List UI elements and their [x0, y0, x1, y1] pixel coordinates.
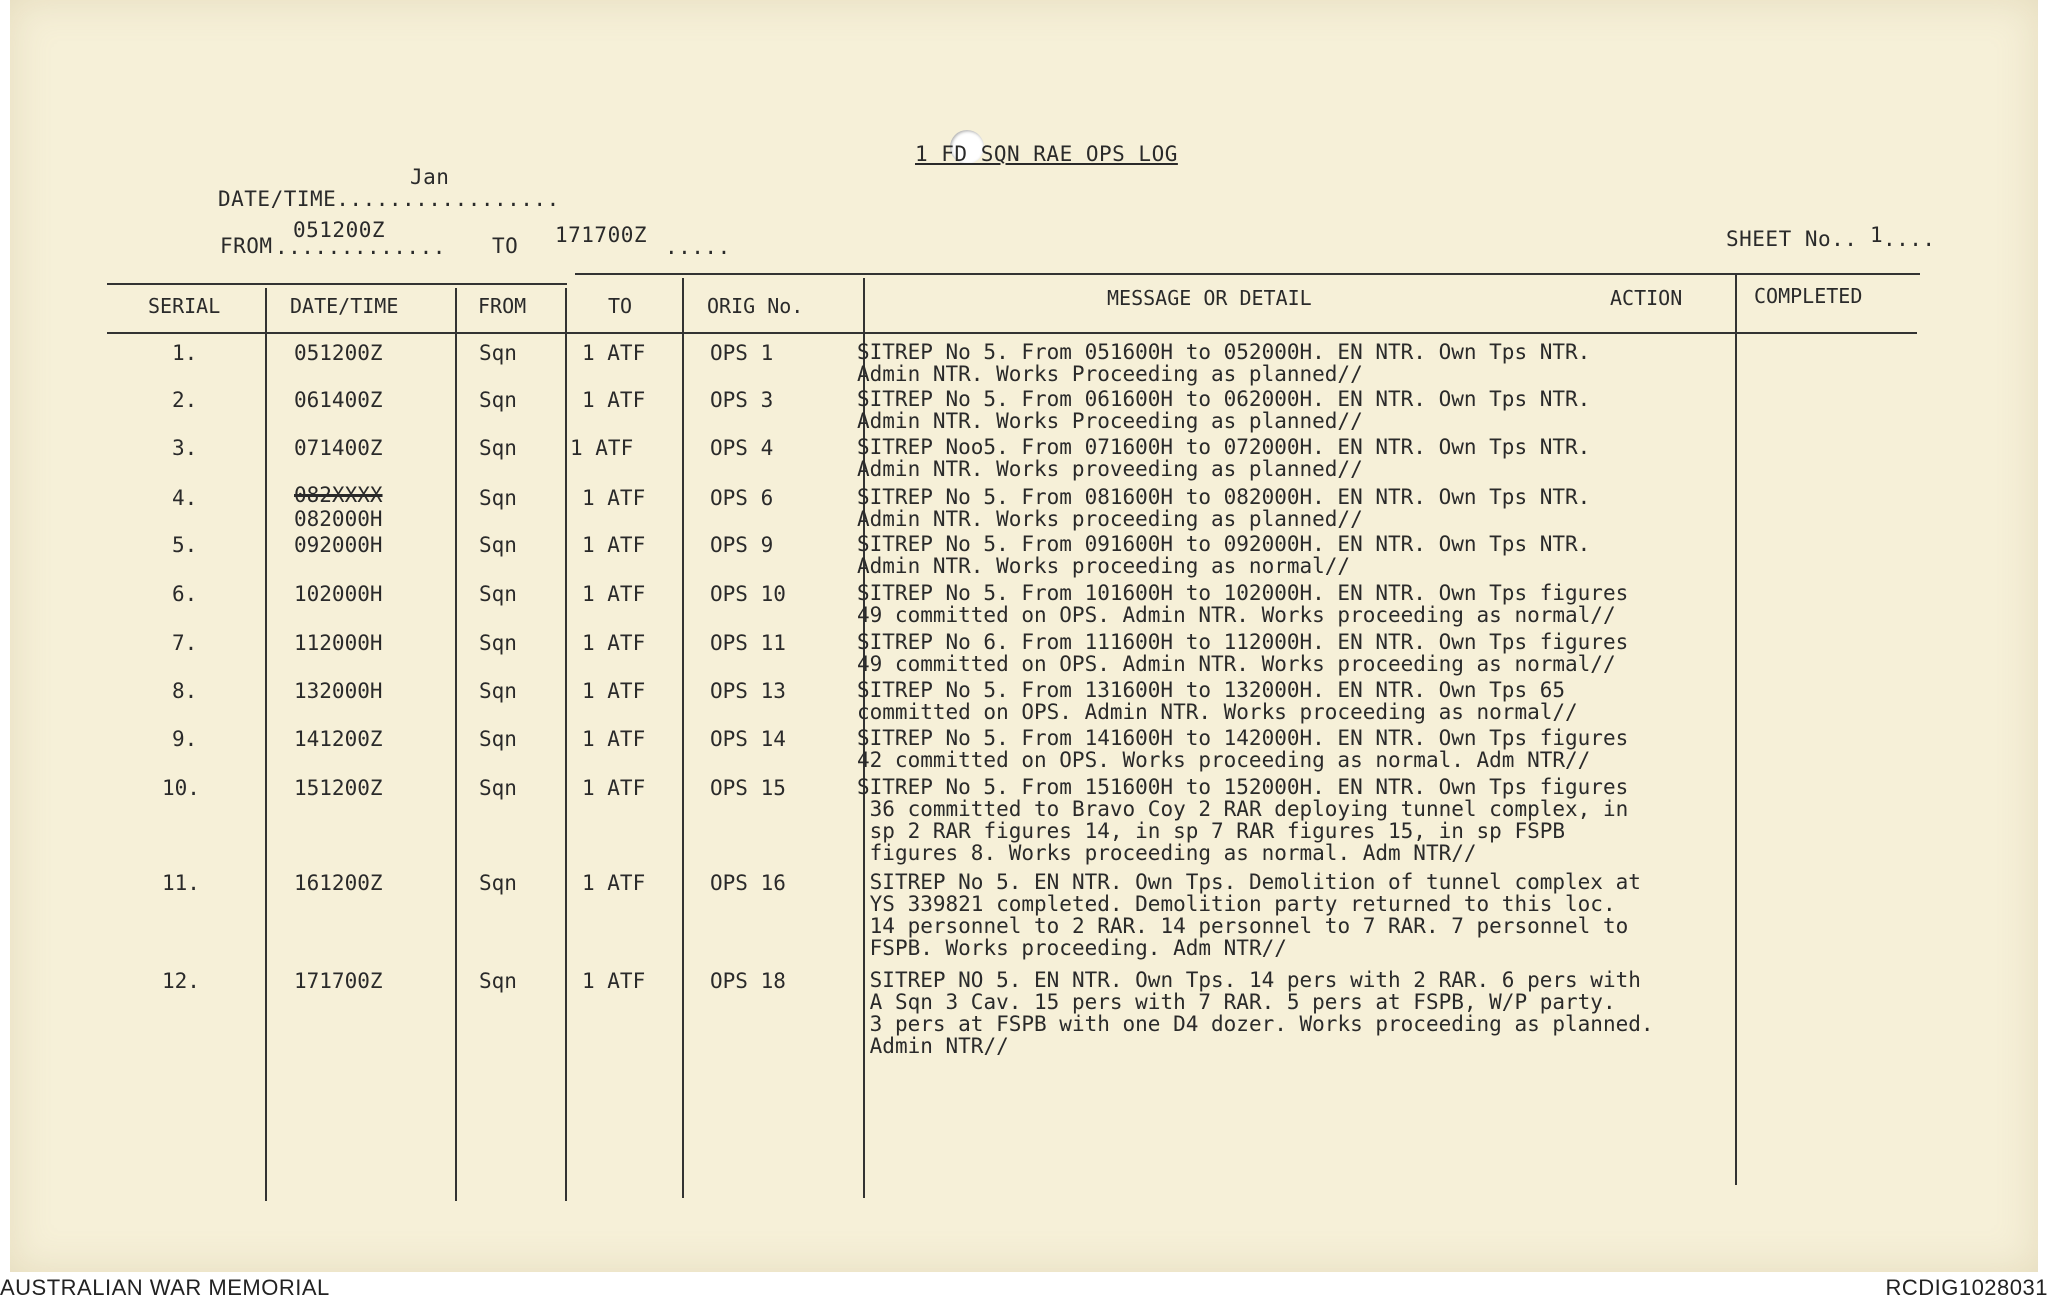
row-6-from: Sqn	[479, 582, 517, 606]
footer-archive-name: AUSTRALIAN WAR MEMORIAL	[0, 1275, 330, 1300]
to-label: TO	[492, 234, 519, 258]
row-3-date-time: 071400Z	[294, 436, 383, 460]
log-title: 1 FD SQN RAE OPS LOG	[915, 142, 1178, 166]
row-7-message: SITREP No 6. From 111600H to 112000H. EN NTR. Own Tps figures 49 committed on OPS. Admin NTR. Works proceeding as normal//	[857, 630, 1629, 676]
row-10-message: SITREP No 5. From 151600H to 152000H. EN NTR. Own Tps figures 36 committed to Bravo Coy 2 RAR deploying tunnel complex, in sp 2 RAR figures 14, in sp 7 RAR figures 15, in sp FSPB figures 8. Works proceeding as normal. Adm NTR//	[857, 775, 1629, 865]
row-11-date-time: 161200Z	[294, 871, 383, 895]
date-time-label: DATE/TIME.................	[218, 187, 560, 211]
row-11-orig: OPS 16	[710, 871, 786, 895]
to-value: 171700Z	[555, 223, 648, 247]
row-6-message: SITREP No 5. From 101600H to 102000H. EN NTR. Own Tps figures 49 committed on OPS. Admin NTR. Works proceeding as normal//	[857, 581, 1629, 627]
row-6-date-time: 102000H	[294, 582, 383, 606]
col-header-completed: COMPLETED	[1754, 284, 1863, 308]
row-8-message: SITREP No 5. From 131600H to 132000H. EN NTR. Own Tps 65 committed on OPS. Admin NTR. Works proceeding as normal//	[857, 678, 1578, 724]
row-8-from: Sqn	[479, 679, 517, 703]
col-divider-to	[682, 278, 684, 1198]
row-3-serial: 3.	[172, 436, 198, 460]
row-12-orig: OPS 18	[710, 969, 786, 993]
row-5-to: 1 ATF	[582, 533, 646, 557]
row-10-from: Sqn	[479, 776, 517, 800]
row-10-date-time: 151200Z	[294, 776, 383, 800]
row-7-date-time: 112000H	[294, 631, 383, 655]
row-6-orig: OPS 10	[710, 582, 786, 606]
row-3-orig: OPS 4	[710, 436, 774, 460]
row-1-date-time: 051200Z	[294, 341, 383, 365]
col-divider-from	[565, 288, 567, 1201]
row-2-from: Sqn	[479, 388, 517, 412]
row-10-to: 1 ATF	[582, 776, 646, 800]
col-header-from: FROM	[478, 294, 527, 318]
row-1-serial: 1.	[172, 341, 198, 365]
row-8-to: 1 ATF	[582, 679, 646, 703]
row-4-serial: 4.	[172, 486, 198, 510]
row-5-from: Sqn	[479, 533, 517, 557]
row-12-message: SITREP NO 5. EN NTR. Own Tps. 14 pers with 2 RAR. 6 pers with A Sqn 3 Cav. 15 pers with 7 RAR. 5 pers at FSPB, W/P party. 3 pers at FSPB with one D4 dozer. Works proceeding as planned. Admin NTR//	[869, 968, 1654, 1058]
row-3-to: 1 ATF	[570, 436, 634, 460]
sheet-value: 1	[1870, 223, 1884, 247]
row-9-date-time: 141200Z	[294, 727, 383, 751]
row-5-message: SITREP No 5. From 091600H to 092000H. EN NTR. Own Tps NTR. Admin NTR. Works proceeding as normal//	[857, 532, 1591, 578]
row-1-from: Sqn	[479, 341, 517, 365]
row-7-serial: 7.	[172, 631, 198, 655]
from-dots: .............	[275, 235, 446, 259]
row-3-from: Sqn	[479, 436, 517, 460]
row-1-to: 1 ATF	[582, 341, 646, 365]
row-7-to: 1 ATF	[582, 631, 646, 655]
row-12-date-time: 171700Z	[294, 969, 383, 993]
footer-record-id: RCDIG1028031	[1885, 1275, 2048, 1300]
row-4-date-time: 082000H	[294, 507, 383, 531]
sheet-label: SHEET No..	[1726, 227, 1858, 251]
row-12-from: Sqn	[479, 969, 517, 993]
row-1-orig: OPS 1	[710, 341, 774, 365]
row-10-serial: 10.	[162, 776, 200, 800]
row-4-date-time-struck: 082XXXX	[294, 483, 383, 507]
row-11-serial: 11.	[162, 871, 200, 895]
row-3-message: SITREP Noo5. From 071600H to 072000H. EN NTR. Own Tps NTR. Admin NTR. Works proveeding as planned//	[857, 435, 1591, 481]
row-10-orig: OPS 15	[710, 776, 786, 800]
row-4-orig: OPS 6	[710, 486, 774, 510]
row-9-from: Sqn	[479, 727, 517, 751]
row-4-to: 1 ATF	[582, 486, 646, 510]
col-header-action: ACTION	[1610, 286, 1683, 310]
row-4-from: Sqn	[479, 486, 517, 510]
row-2-date-time: 061400Z	[294, 388, 383, 412]
table-top-rule-right	[575, 273, 1920, 275]
row-5-orig: OPS 9	[710, 533, 774, 557]
row-2-orig: OPS 3	[710, 388, 774, 412]
col-divider-serial	[265, 288, 267, 1201]
table-top-rule-left	[107, 283, 567, 285]
row-8-date-time: 132000H	[294, 679, 383, 703]
col-header-orig-no: ORIG No.	[707, 294, 804, 318]
row-8-orig: OPS 13	[710, 679, 786, 703]
month-label: Jan	[410, 165, 450, 189]
row-2-serial: 2.	[172, 388, 198, 412]
row-12-to: 1 ATF	[582, 969, 646, 993]
from-label: FROM	[220, 234, 273, 258]
row-7-from: Sqn	[479, 631, 517, 655]
to-dots: .....	[665, 235, 731, 259]
row-9-to: 1 ATF	[582, 727, 646, 751]
row-2-to: 1 ATF	[582, 388, 646, 412]
row-7-orig: OPS 11	[710, 631, 786, 655]
col-header-serial: SERIAL	[148, 294, 221, 318]
col-header-to: TO	[608, 294, 633, 318]
col-header-date-time: DATE/TIME	[290, 294, 399, 318]
row-6-to: 1 ATF	[582, 582, 646, 606]
col-header-message: MESSAGE OR DETAIL	[1107, 286, 1312, 310]
row-2-message: SITREP No 5. From 061600H to 062000H. EN NTR. Own Tps NTR. Admin NTR. Works Proceeding as planned//	[857, 387, 1591, 433]
row-8-serial: 8.	[172, 679, 198, 703]
table-header-rule	[107, 332, 1917, 334]
row-9-serial: 9.	[172, 727, 198, 751]
row-5-serial: 5.	[172, 533, 198, 557]
row-11-from: Sqn	[479, 871, 517, 895]
sheet-dots: ....	[1883, 227, 1936, 251]
row-11-message: SITREP No 5. EN NTR. Own Tps. Demolition of tunnel complex at YS 339821 completed. Demolition party returned to this loc. 14 personnel to 2 RAR. 14 personnel to 7 RAR. 7 personnel to FSPB. Works proceeding. Adm NTR//	[869, 870, 1641, 960]
from-value: 051200Z	[293, 218, 386, 242]
row-1-message: SITREP No 5. From 051600H to 052000H. EN NTR. Own Tps NTR. Admin NTR. Works Proceeding as planned//	[857, 340, 1591, 386]
document-sheet	[10, 0, 2038, 1272]
col-divider-date	[455, 288, 457, 1201]
row-9-orig: OPS 14	[710, 727, 786, 751]
row-11-to: 1 ATF	[582, 871, 646, 895]
row-5-date-time: 092000H	[294, 533, 383, 557]
row-6-serial: 6.	[172, 582, 198, 606]
row-12-serial: 12.	[162, 969, 200, 993]
row-9-message: SITREP No 5. From 141600H to 142000H. EN NTR. Own Tps figures 42 committed on OPS. Works proceeding as normal. Adm NTR//	[857, 726, 1629, 772]
row-4-message: SITREP No 5. From 081600H to 082000H. EN NTR. Own Tps NTR. Admin NTR. Works proceeding as planned//	[857, 485, 1591, 531]
